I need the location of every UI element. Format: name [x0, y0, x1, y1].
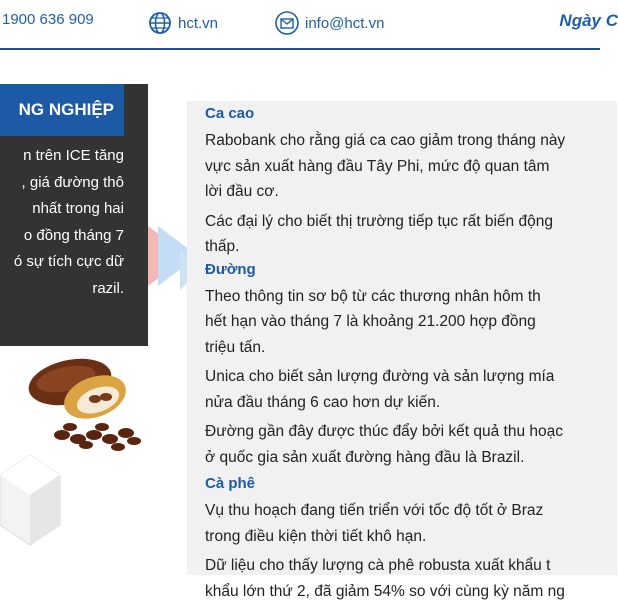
summary-text	[0, 143, 124, 302]
website-link[interactable]: hct.vn	[178, 15, 218, 32]
paragraph-line: nửa đầu tháng 6 cao hơn dự kiến.	[187, 390, 617, 416]
paragraph-line: Dữ liệu cho thấy lượng cà phê robusta xuất khẩu t	[187, 553, 617, 579]
paragraph-line: Đường gần đây được thúc đẩy bởi kết quả thu hoạc	[187, 419, 617, 445]
paragraph-line: Các đại lý cho biết thị trường tiếp tục rất biến động	[187, 209, 617, 235]
top-contact-bar	[0, 0, 600, 50]
paragraph-line: khẩu lớn thứ 2, đã giảm 54% so với cùng kỳ năm ng	[187, 579, 617, 604]
market-news-content	[187, 101, 617, 575]
section-heading-coffee: Cà phê	[187, 474, 617, 494]
paragraph-line: Vụ thu hoạch đang tiến triển với tốc độ tốt ở Braz	[187, 498, 617, 524]
paragraph-line: hết hạn vào tháng 7 là khoảng 21.200 hợp đồng	[187, 309, 617, 335]
summary-line: n trên ICE tăng	[0, 143, 124, 170]
paragraph-line: Theo thông tin sơ bộ từ các thương nhân hôm th	[187, 284, 617, 310]
paragraph-line: Rabobank cho rằng giá ca cao giảm trong tháng này	[187, 128, 617, 154]
paragraph-line: trong điều kiện thời tiết khô hạn.	[187, 524, 617, 550]
paragraph-line: ở quốc gia sản xuất đường hàng đầu là Brazil.	[187, 445, 617, 471]
summary-line: o đồng tháng 7	[0, 223, 124, 250]
section-heading-cocoa: Ca cao	[187, 104, 617, 124]
website-contact[interactable]	[148, 11, 218, 35]
paragraph-line: thấp.	[187, 234, 617, 260]
date-label: Ngày C	[559, 11, 618, 31]
email-contact[interactable]	[275, 11, 384, 35]
summary-line: ó sự tích cực dữ	[0, 249, 124, 276]
paragraph-line: vực sản xuất hàng đầu Tây Phi, mức độ quan tâm	[187, 154, 617, 180]
summary-line: nhất trong hai	[0, 196, 124, 223]
cocoa-beans-icon	[54, 423, 141, 451]
paragraph-line: lời đầu cơ.	[187, 179, 617, 205]
section-heading-sugar: Đường	[187, 260, 617, 280]
summary-line: razil.	[0, 276, 124, 303]
globe-icon	[148, 11, 172, 35]
phone-contact[interactable]	[2, 11, 94, 28]
summary-line: , giá đường thô	[0, 170, 124, 197]
cocoa-pod-icon	[24, 352, 132, 427]
email-link[interactable]: info@hct.vn	[305, 15, 384, 32]
section-title: NG NGHIỆP	[0, 84, 124, 136]
mail-icon	[275, 11, 299, 35]
paragraph-line: Unica cho biết sản lượng đường và sản lượng mía	[187, 364, 617, 390]
cocoa-sugar-illustration	[0, 355, 186, 595]
sugar-cube-icon	[0, 455, 60, 545]
paragraph-line: triệu tấn.	[187, 335, 617, 361]
phone-number: 1900 636 909	[2, 11, 94, 28]
